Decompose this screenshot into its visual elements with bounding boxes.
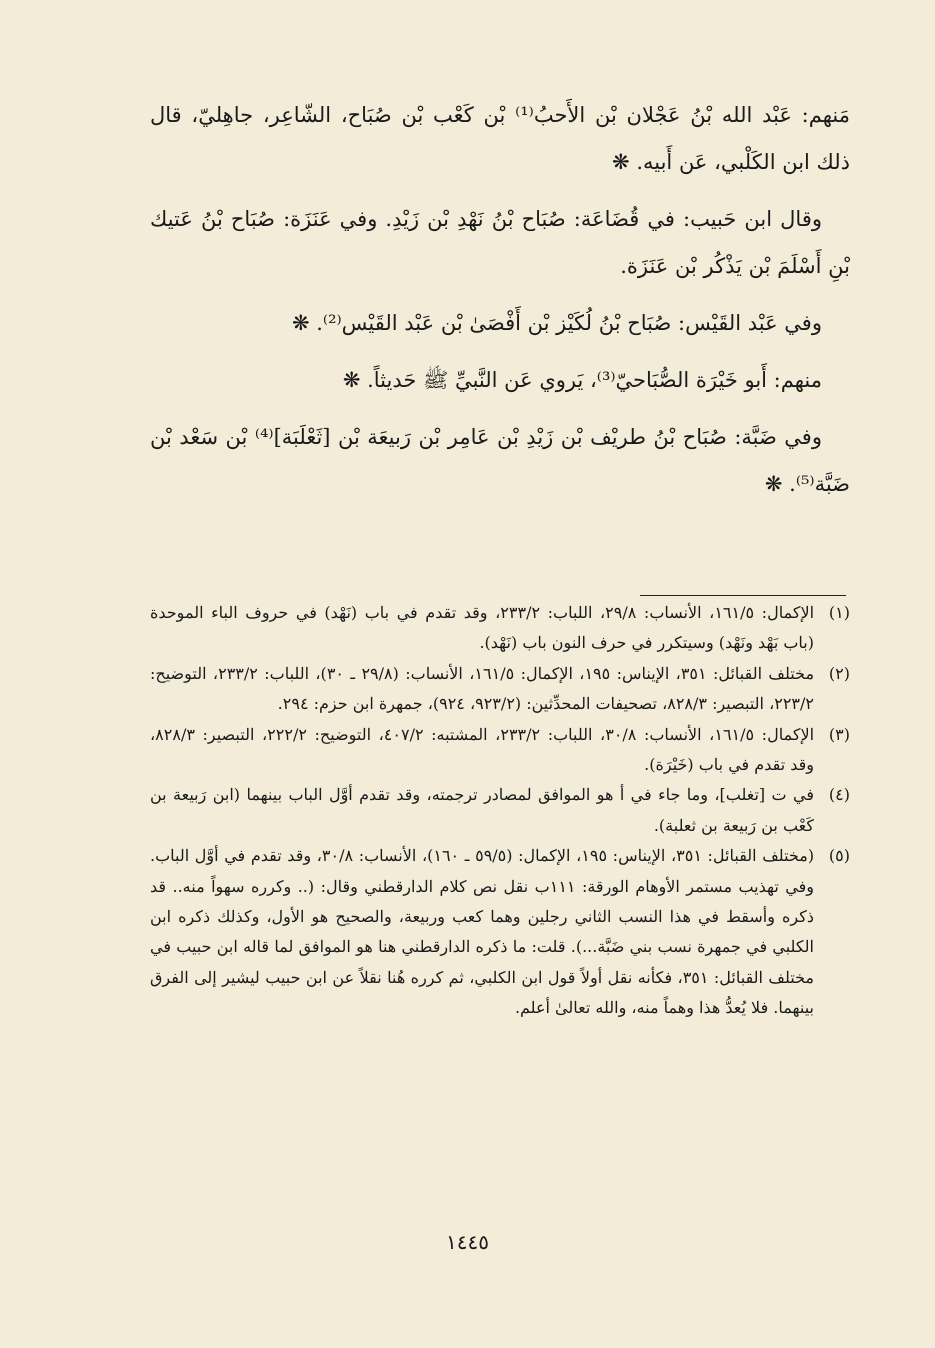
main-text (150, 92, 850, 508)
footnotes (150, 598, 850, 1024)
paragraph-3: وفي عَبْد القَيْس: صُبَاح بْنُ لُكَيْز بْن أَفْصَىٰ بْن عَبْد القَيْس⁽²⁾. ❋ (291, 311, 822, 335)
footnote-number: (٥) (828, 846, 850, 866)
paragraph-5: وفي ضَبَّة: صُبَاح بْنُ طريْف بْن زَيْدِ بْن عَامِر بْن رَبيعَة بْن [ثَعْلَبَة]⁽⁴⁾ بْن سَعْد بْن ضَبَّة⁽⁵⁾. ❋ (150, 425, 850, 496)
footnote-2 (150, 659, 850, 720)
footnote-number: (٤) (828, 785, 850, 805)
footnote-4 (150, 780, 850, 841)
paragraph-1: مَنهم: عَبْد الله بْنُ عَجْلان بْن الأَحبُ⁽¹⁾ بْن كَعْب بْن صُبَاح، الشّاعِر، جاهِليّ، قال ذلك ابن الكَلْبي، عَن أَبيه. ❋ (150, 103, 850, 174)
page-number: ١٤٤٥ (446, 1230, 489, 1254)
footnote-text: (مختلف القبائل: ٣٥١، الإيناس: ١٩٥، الإكمال: (٥٩/٥ ـ ١٦٠)، الأنساب: ٣٠/٨، وقد تقدم في أوَّل الباب. وفي تهذيب مستمر الأوهام الورقة: ١١١ب نقل نص كلام الدارقطني وقال: (.. وكرره سهواً منه.. قد ذكره وأسقط في هذا النسب الثاني رجلين وهما كعب وربيعة، والصحيح هو الأول، وكذلك ذكره ابن الكلبي في جمهرة نسب بني ضَبَّة...). قلت: ما ذكره الدارقطني هنا هو الموافق لما قاله ابن حبيب في مختلف القبائل: ٣٥١، فكأنه نقل أولاً قول ابن الكلبي، ثم كرره هُنا نقلاً عن ابن حبيب ليشير إلى الفرق بينهما. فلا يُعدُّ هذا وهماً منه، والله تعالىٰ أعلم. (150, 846, 815, 1018)
footnote-separator (640, 595, 846, 596)
paragraph-4: منهم: أَبو خَيْرَة الصُّبَاحيّ⁽³⁾، يَروي عَن النَّبيِّ ﷺ حَديثاً. ❋ (342, 368, 822, 392)
footnote-1 (150, 598, 850, 659)
footnote-number: (٢) (828, 663, 850, 683)
footnote-text: الإكمال: ١٦١/٥، الأنساب: ٢٩/٨، اللباب: ٢٣٣/٢، وقد تقدم في باب (نَهْد) في حروف الباء الموحدة (باب بَهْد ونَهْد) وسيتكرر في حرف النون باب (نَهْد). (150, 603, 815, 653)
footnote-number: (٣) (828, 724, 850, 744)
footnote-text: الإكمال: ١٦١/٥، الأنساب: ٣٠/٨، اللباب: ٢٣٣/٢، المشتبه: ٤٠٧/٢، التوضيح: ٢٢٢/٢، التبصير: ٨٢٨/٣، وقد تقدم في باب (خَيْرَة). (150, 724, 815, 775)
footnote-number: (١) (828, 603, 850, 622)
footnote-3 (150, 720, 850, 781)
paragraph-2: وقال ابن حَبيب: في قُضَاعَة: صُبَاح بْنُ نَهْدِ بْن زَيْدِ. وفي عَنَزَة: صُبَاح بْنُ عَتيك بْنِ أَسْلَمَ بْن يَذْكُر بْن عَنَزَة. (150, 207, 850, 278)
footnote-text: في ت [تغلب]، وما جاء في أ هو الموافق لمصادر ترجمته، وقد تقدم أوَّل الباب بينهما (ابن رَبيعة بن كَعْب بن رَبيعة بن ثعلبة). (150, 785, 814, 835)
footnote-text: مختلف القبائل: ٣٥١، الإيناس: ١٩٥، الإكمال: ١٦١/٥، الأنساب: (٢٩/٨ ـ ٣٠)، اللباب: ٢٣٣/٢، التوضيح: ٢٢٣/٢، التبصير: ٨٢٨/٣، تصحيفات المحدِّثين: (٩٢٣/٢، ٩٢٤)، جمهرة ابن حزم: ٢٩٤. (150, 663, 815, 714)
footnote-5 (150, 841, 850, 1023)
